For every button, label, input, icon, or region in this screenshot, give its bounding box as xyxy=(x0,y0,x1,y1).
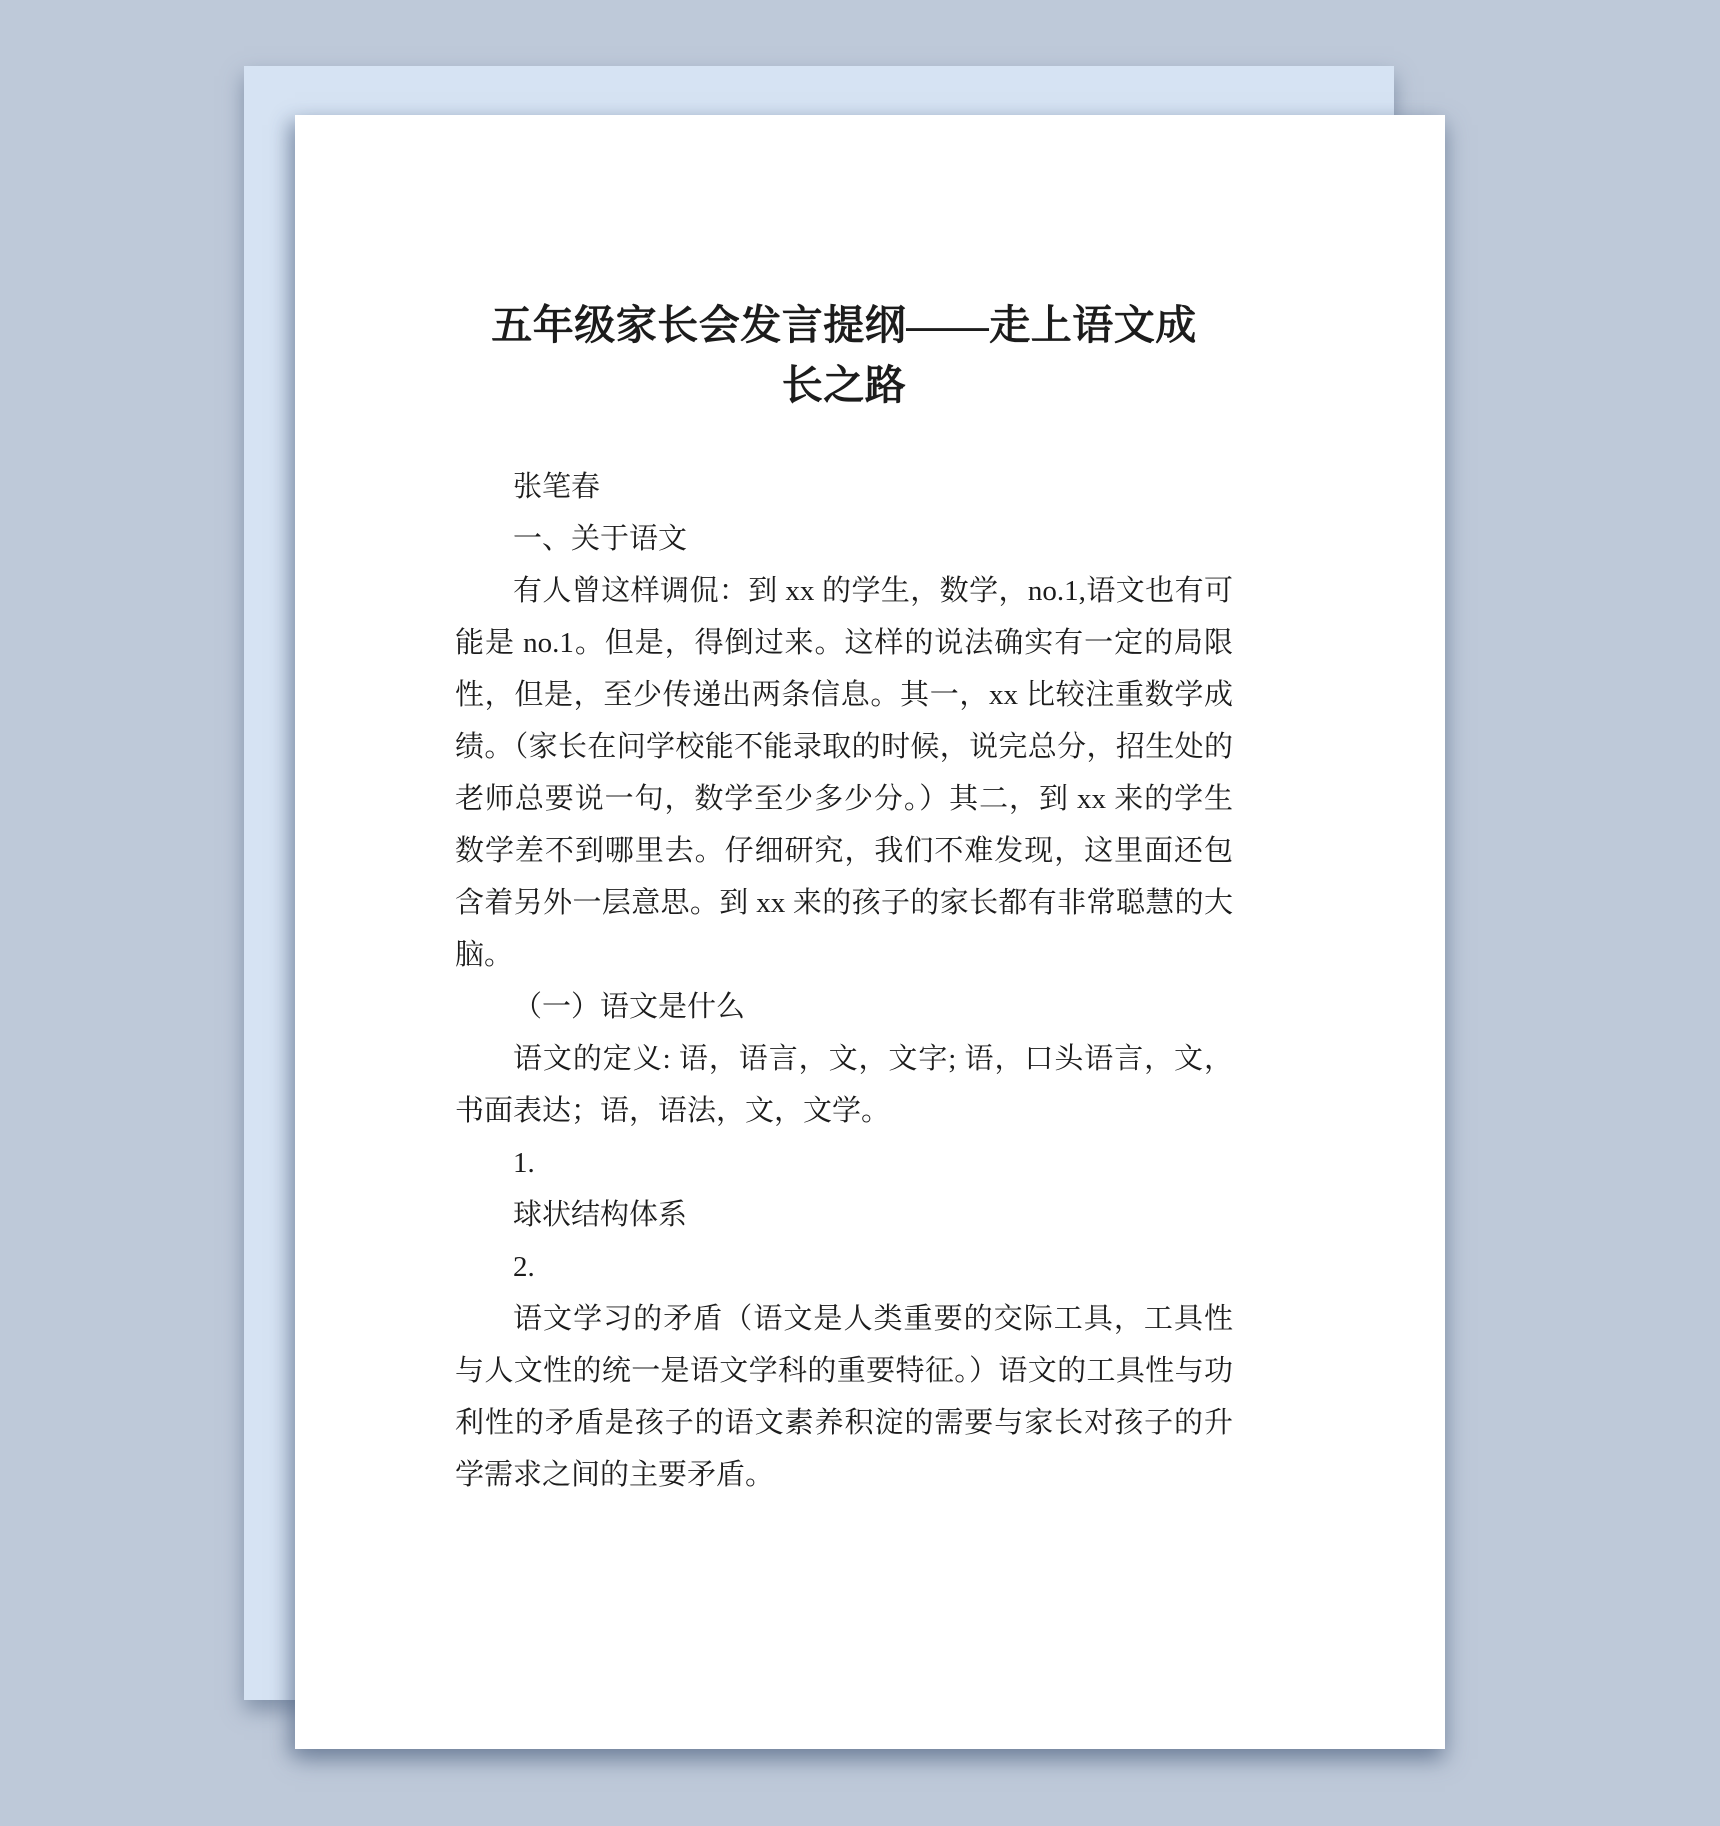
section-heading: 一、关于语文 xyxy=(513,523,688,555)
list-item: 球状结构体系 xyxy=(513,1199,688,1231)
document-body xyxy=(455,461,1233,1501)
subsection-heading: （一）语文是什么 xyxy=(513,991,746,1023)
body-paragraph: 语文学习的矛盾（语文是人类重要的交际工具，工具性与人文性的统一是语文学科的重要特征。）语文的工具性与功利性的矛盾是孩子的语文素养积淀的需要与家长对孩子的升学需求之间的主要矛盾。 xyxy=(455,1303,1233,1491)
list-number: 1. xyxy=(513,1147,535,1179)
author-line: 张笔春 xyxy=(513,471,601,503)
body-paragraph: 有人曾这样调侃：到 xx 的学生，数学，no.1,语文也有可能是 no.1。但是，得倒过来。这样的说法确实有一定的局限性，但是，至少传递出两条信息。其一，xx 比较注重数学成绩。（家长在问学校能不能录取的时候，说完总分，招生处的老师总要说一句，数学至少多少分。）其二，到 xx 来的学生数学差不到哪里去。仔细研究，我们不难发现，这里面还包含着另外一层意思。到 xx 来的孩子的家长都有非常聪慧的大脑。 xyxy=(455,575,1233,971)
body-paragraph: 语文的定义: 语，语言，文，文字; 语，口头语言，文，书面表达；语，语法，文，文学。 xyxy=(455,1043,1233,1127)
document-title: 五年级家长会发言提纲——走上语文成长之路 xyxy=(491,302,1197,408)
list-number: 2. xyxy=(513,1251,535,1283)
document-page xyxy=(295,115,1445,1749)
